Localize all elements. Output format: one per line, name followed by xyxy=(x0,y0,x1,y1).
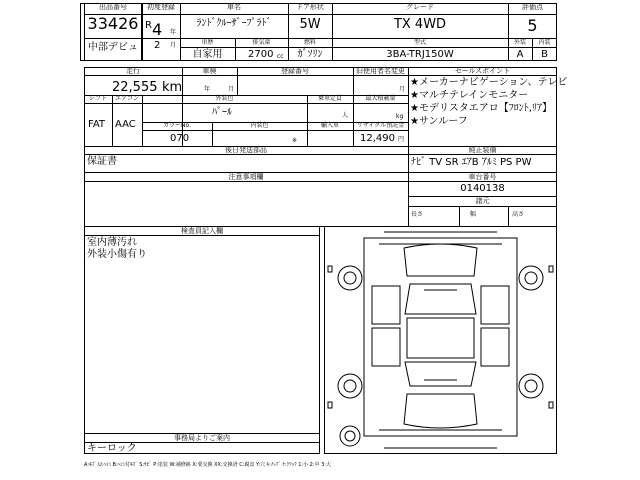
options-header: 純正装備 xyxy=(468,146,497,154)
ac: AAC xyxy=(115,119,136,130)
load-unit: kg xyxy=(396,113,404,120)
inspector-header: 検査員記入欄 xyxy=(181,227,223,235)
ac-header: エアコン xyxy=(115,95,139,102)
lot-number: 33426 xyxy=(87,14,139,33)
frame-header: 車台番号 xyxy=(468,173,497,181)
load-header: 最大積載量 xyxy=(365,95,396,102)
color-no-header: カラーNo. xyxy=(163,122,191,129)
length-label: 長さ xyxy=(411,211,424,218)
model-header: 型式 xyxy=(413,39,426,46)
door: 5W xyxy=(299,17,321,32)
model: 3BA-TRJ150W xyxy=(386,49,454,60)
interior-grade: B xyxy=(541,49,548,60)
import-header: 輸入車 xyxy=(320,122,339,129)
equipment: 保証書 xyxy=(87,156,117,167)
prev-owner-header: 旧使用者名変更 xyxy=(356,67,405,75)
inspector-frame xyxy=(84,226,320,454)
shift-header: シフト xyxy=(88,95,107,102)
score: 5 xyxy=(527,16,538,35)
era: R xyxy=(145,20,152,31)
year-unit: 年 xyxy=(170,29,177,36)
vehicle-use-header: 車歴 xyxy=(201,39,214,46)
car-diagram xyxy=(324,226,557,454)
office-note: キーロック xyxy=(87,443,137,454)
recycle-note: ※ xyxy=(292,137,298,144)
color-no: 070 xyxy=(170,133,190,144)
notes-header: 注意事項欄 xyxy=(228,173,264,181)
selling-header: セールスポイント xyxy=(454,67,511,75)
interior-header: 内装 xyxy=(538,39,551,46)
grade: TX 4WD xyxy=(393,17,447,32)
height-label: 高さ xyxy=(512,211,525,218)
month-unit: 月 xyxy=(170,42,177,49)
recycle-header: リサイクル預託金 xyxy=(356,122,405,129)
reg-no-header: 登録番号 xyxy=(281,67,309,75)
frame-number: 0140138 xyxy=(460,183,505,194)
inspection-month-unit: 月 xyxy=(228,86,235,93)
reg-month: 2 xyxy=(154,40,161,51)
displacement-header: 排気量 xyxy=(252,39,271,46)
displacement: 2700 xyxy=(248,49,274,60)
color-header: 外装色 xyxy=(215,95,234,102)
mileage: 22,555 xyxy=(112,80,158,95)
first-reg-header: 初度登録 xyxy=(147,3,175,11)
fuel: ｶﾞｿﾘﾝ xyxy=(297,49,323,60)
width-label: 幅 xyxy=(470,211,477,218)
selling-point-4: ★サンルーフ xyxy=(410,116,468,127)
inspector-note-2: 外装小傷有り xyxy=(87,249,147,260)
exterior-header: 外装 xyxy=(513,39,526,46)
capacity-header: 乗車定員 xyxy=(317,95,342,102)
door-header: ドア形状 xyxy=(296,3,324,11)
prev-month-unit: 月 xyxy=(399,86,406,93)
selling-point-2: ★マルチテレインモニター xyxy=(410,90,529,101)
inspection-year-unit: 年 xyxy=(204,86,211,93)
exterior-grade: A xyxy=(516,49,524,60)
mileage-unit: km xyxy=(162,80,183,95)
legend: A:ｷｽﾞ U:ﾍｺﾐ B:ﾍｺﾐ付ｷｽﾞ S:ｻﾋﾞ P:塗装 W:補修跡 X:要交換 XX:交換済 C:腐食 Y:穴 ｷ:ﾁｯﾌﾟ ｹ:ｸﾗｯｸ 1:小 2:中 3:大 xyxy=(84,462,331,468)
interior-color-header: 内装色 xyxy=(250,122,269,129)
car-name: ﾗﾝﾄﾞｸﾙｰｻﾞｰﾌﾟﾗﾄﾞ xyxy=(196,18,272,29)
capacity-unit: 人 xyxy=(342,112,349,119)
lot-header: 出品番号 xyxy=(99,3,127,11)
inspection-header: 車検 xyxy=(202,67,217,75)
spec-header: 諸元 xyxy=(475,197,490,205)
displacement-unit: cc xyxy=(277,53,284,60)
office-header: 事務局よりご案内 xyxy=(174,434,230,442)
car-name-header: 車名 xyxy=(227,3,241,11)
options: ﾅﾋﾞ TV SR ｴｱB ｱﾙﾐ PS PW xyxy=(411,157,532,168)
recycle-unit: 円 xyxy=(398,136,405,143)
selling-point-3: ★モデリスタエアロ【ﾌﾛﾝﾄ,ﾘｱ】 xyxy=(410,103,552,114)
color: ﾊﾟｰﾙ xyxy=(212,107,232,118)
equipment-header: 後日発送部品 xyxy=(225,146,267,154)
vehicle-use: 自家用 xyxy=(192,49,223,60)
fuel-header: 燃料 xyxy=(303,39,316,46)
inspector-note-1: 室内薄汚れ xyxy=(87,237,137,248)
grade-header: グレード xyxy=(406,3,434,11)
debut-label: 中部デビュ xyxy=(88,42,138,53)
selling-point-1: ★メーカーナビゲーション、テレビ xyxy=(410,77,568,88)
shift: FAT xyxy=(88,119,106,130)
recycle-amount: 12,490 xyxy=(360,133,395,144)
score-header: 評価点 xyxy=(522,3,543,11)
reg-year: 4 xyxy=(152,20,163,39)
mileage-header: 走行 xyxy=(126,67,140,75)
